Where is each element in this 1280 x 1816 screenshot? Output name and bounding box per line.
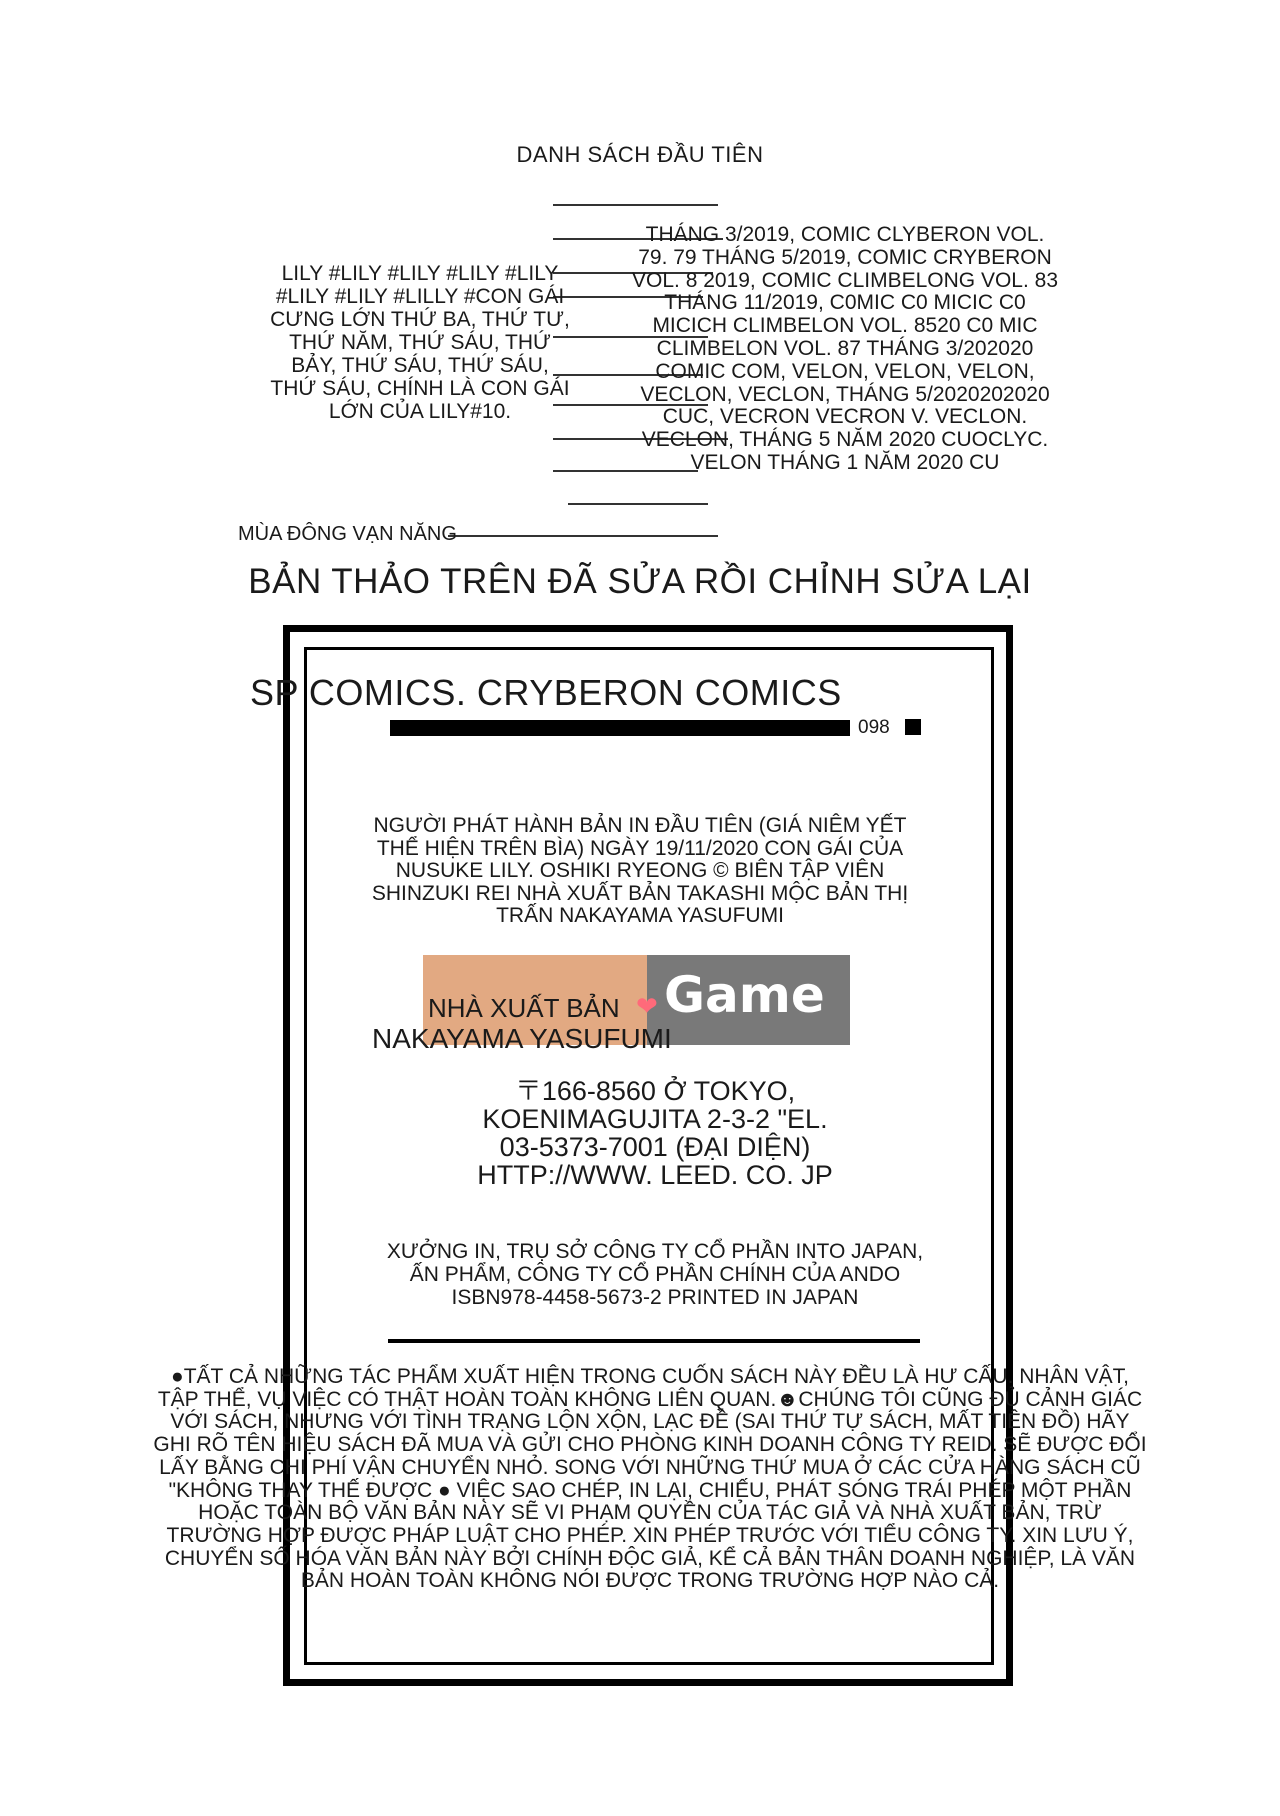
- leader-line: [568, 503, 708, 505]
- address-line: HTTP://WWW. LEED. CO. JP: [477, 1160, 833, 1190]
- revised-heading: BẢN THẢO TRÊN ĐÃ SỬA RỒI CHỈNH SỬA LẠI: [248, 562, 1032, 601]
- publication-info: NGƯỜI PHÁT HÀNH BẢN IN ĐẦU TIÊN (GIÁ NIÊM YẾT THỂ HIỆN TRÊN BÌA) NGÀY 19/11/2020 CON GÁI CỦA NUSUKE LILY. OSHIKI RYEONG © BIÊN TẬP VIÊN SHINZUKI REI NHÀ XUẤT BẢN TAKASHI MỘC BẢN THỊ TRẤN NAKAYAMA YASUFUMI: [371, 814, 909, 927]
- right-column-text: THÁNG 3/2019, COMIC CLYBERON VOL. 79. 79 THÁNG 5/2019, COMIC CRYBERON VOL. 8 2019, COMIC CLIMBELONG VOL. 83 THÁNG 11/2019, C0MIC C0 MICIC C0 MICICH CLIMBELON VOL. 8520 C0 MIC CLIMBELON VOL. 87 THÁNG 3/202020 COMIC COM, VELON, VELON, VELON, VECLON, VECLON, THÁNG 5/2020202020 CUC, VECRON VECRON V. VECLON. VECLON, THÁNG 5 NĂM 2020 CUOCLYC. VELON THÁNG 1 NĂM 2020 CU: [632, 223, 1058, 474]
- address-block: [470, 1077, 840, 1189]
- watermark-text: Game: [664, 966, 825, 1024]
- publisher-name: NAKAYAMA YASUFUMI: [372, 1023, 672, 1054]
- bottom-rule: [388, 1339, 920, 1343]
- printer-block: [350, 1240, 960, 1309]
- publisher-label: NHÀ XUẤT BẢN: [428, 993, 620, 1023]
- address-line: 〒166-8560 Ở TOKYO,: [514, 1076, 796, 1106]
- left-column-text: LILY #LILY #LILY #LILY #LILY #LILY #LILY #LILLY #CON GÁI CƯNG LỚN THỨ BA, THỨ TƯ, THỨ NĂM, THỨ SÁU, THỨ BẢY, THỨ SÁU, THỨ SÁU, THỨ SÁU, CHÍNH LÀ CON GÁI LỚN CỦA LILY#10.: [270, 262, 570, 423]
- series-square: [905, 719, 921, 735]
- series-bar: [390, 720, 850, 736]
- address-line: 03-5373-7001 (ĐẠI DIỆN): [499, 1132, 811, 1162]
- legal-notice: ●TẤT CẢ NHỮNG TÁC PHẨM XUẤT HIỆN TRONG CUỐN SÁCH NÀY ĐỀU LÀ HƯ CẤU. NHÂN VẬT, TẬP THỂ, VỤ VIỆC CÓ THẬT HOÀN TOÀN KHÔNG LIÊN QUAN.☻CHÚNG TÔI CŨNG ĐỦ CẢNH GIÁC VỚI SÁCH, NHƯNG VỚI TÌNH TRẠNG LỘN XỘN, LẠC ĐỀ (SAI THỨ TỰ SÁCH, MẤT TIÊN ĐỒ) HÃY GHI RÕ TÊN HIỆU SÁCH ĐÃ MUA VÀ GỬI CHO PHÒNG KINH DOANH CÔNG TY REID. SẼ ĐƯỢC ĐỔI LẤY BẰNG CHI PHÍ VẬN CHUYỂN NHỎ. SONG VỚI NHỮNG THỨ MUA Ở CÁC CỬA HÀNG SÁCH CŨ "KHÔNG THAY THẾ ĐƯỢC ● VIỆC SAO CHÉP, IN LẠI, CHIẾU, PHÁT SÓNG TRÁI PHÉP MỘT PHẦN HOẶC TOÀN BỘ VĂN BẢN NÀY SẼ VI PHẠM QUYỀN CỦA TÁC GIẢ VÀ NHÀ XUẤT BẢN, TRỪ TRƯỜNG HỢP ĐƯỢC PHÁP LUẬT CHO PHÉP. XIN PHÉP TRƯỚC VỚI TIỂU CÔNG TY. XIN LƯU Ý, CHUYỂN SỐ HÓA VĂN BẢN NÀY BỞI CHÍNH ĐỘC GIẢ, KỂ CẢ BẢN THÂN DOANH NGHIỆP, LÀ VĂN BẢN HOÀN TOÀN KHÔNG NÓI ĐƯỢC TRONG TRƯỜNG HỢP NÀO CẢ.: [153, 1365, 1147, 1593]
- printer-line: XƯỞNG IN, TRỤ SỞ CÔNG TY CỔ PHẦN INTO JAPAN,: [386, 1240, 924, 1263]
- series-title: SP COMICS. CRYBERON COMICS: [250, 672, 842, 713]
- heart-icon: ❤: [636, 992, 658, 1022]
- printer-line: ISBN978-4458-5673-2 PRINTED IN JAPAN: [451, 1286, 859, 1309]
- leader-line: [553, 204, 718, 206]
- printer-line: ẤN PHẨM, CÔNG TY CỔ PHẦN CHÍNH CỦA ANDO: [409, 1263, 901, 1286]
- leader-line: [448, 535, 718, 537]
- top-heading: DANH SÁCH ĐẦU TIÊN: [516, 142, 764, 167]
- series-number: 098: [858, 717, 890, 738]
- address-line: KOENIMAGUJITA 2-3-2 "EL.: [482, 1104, 828, 1134]
- bottom-note: MÙA ĐÔNG VẠN NĂNG: [238, 523, 457, 545]
